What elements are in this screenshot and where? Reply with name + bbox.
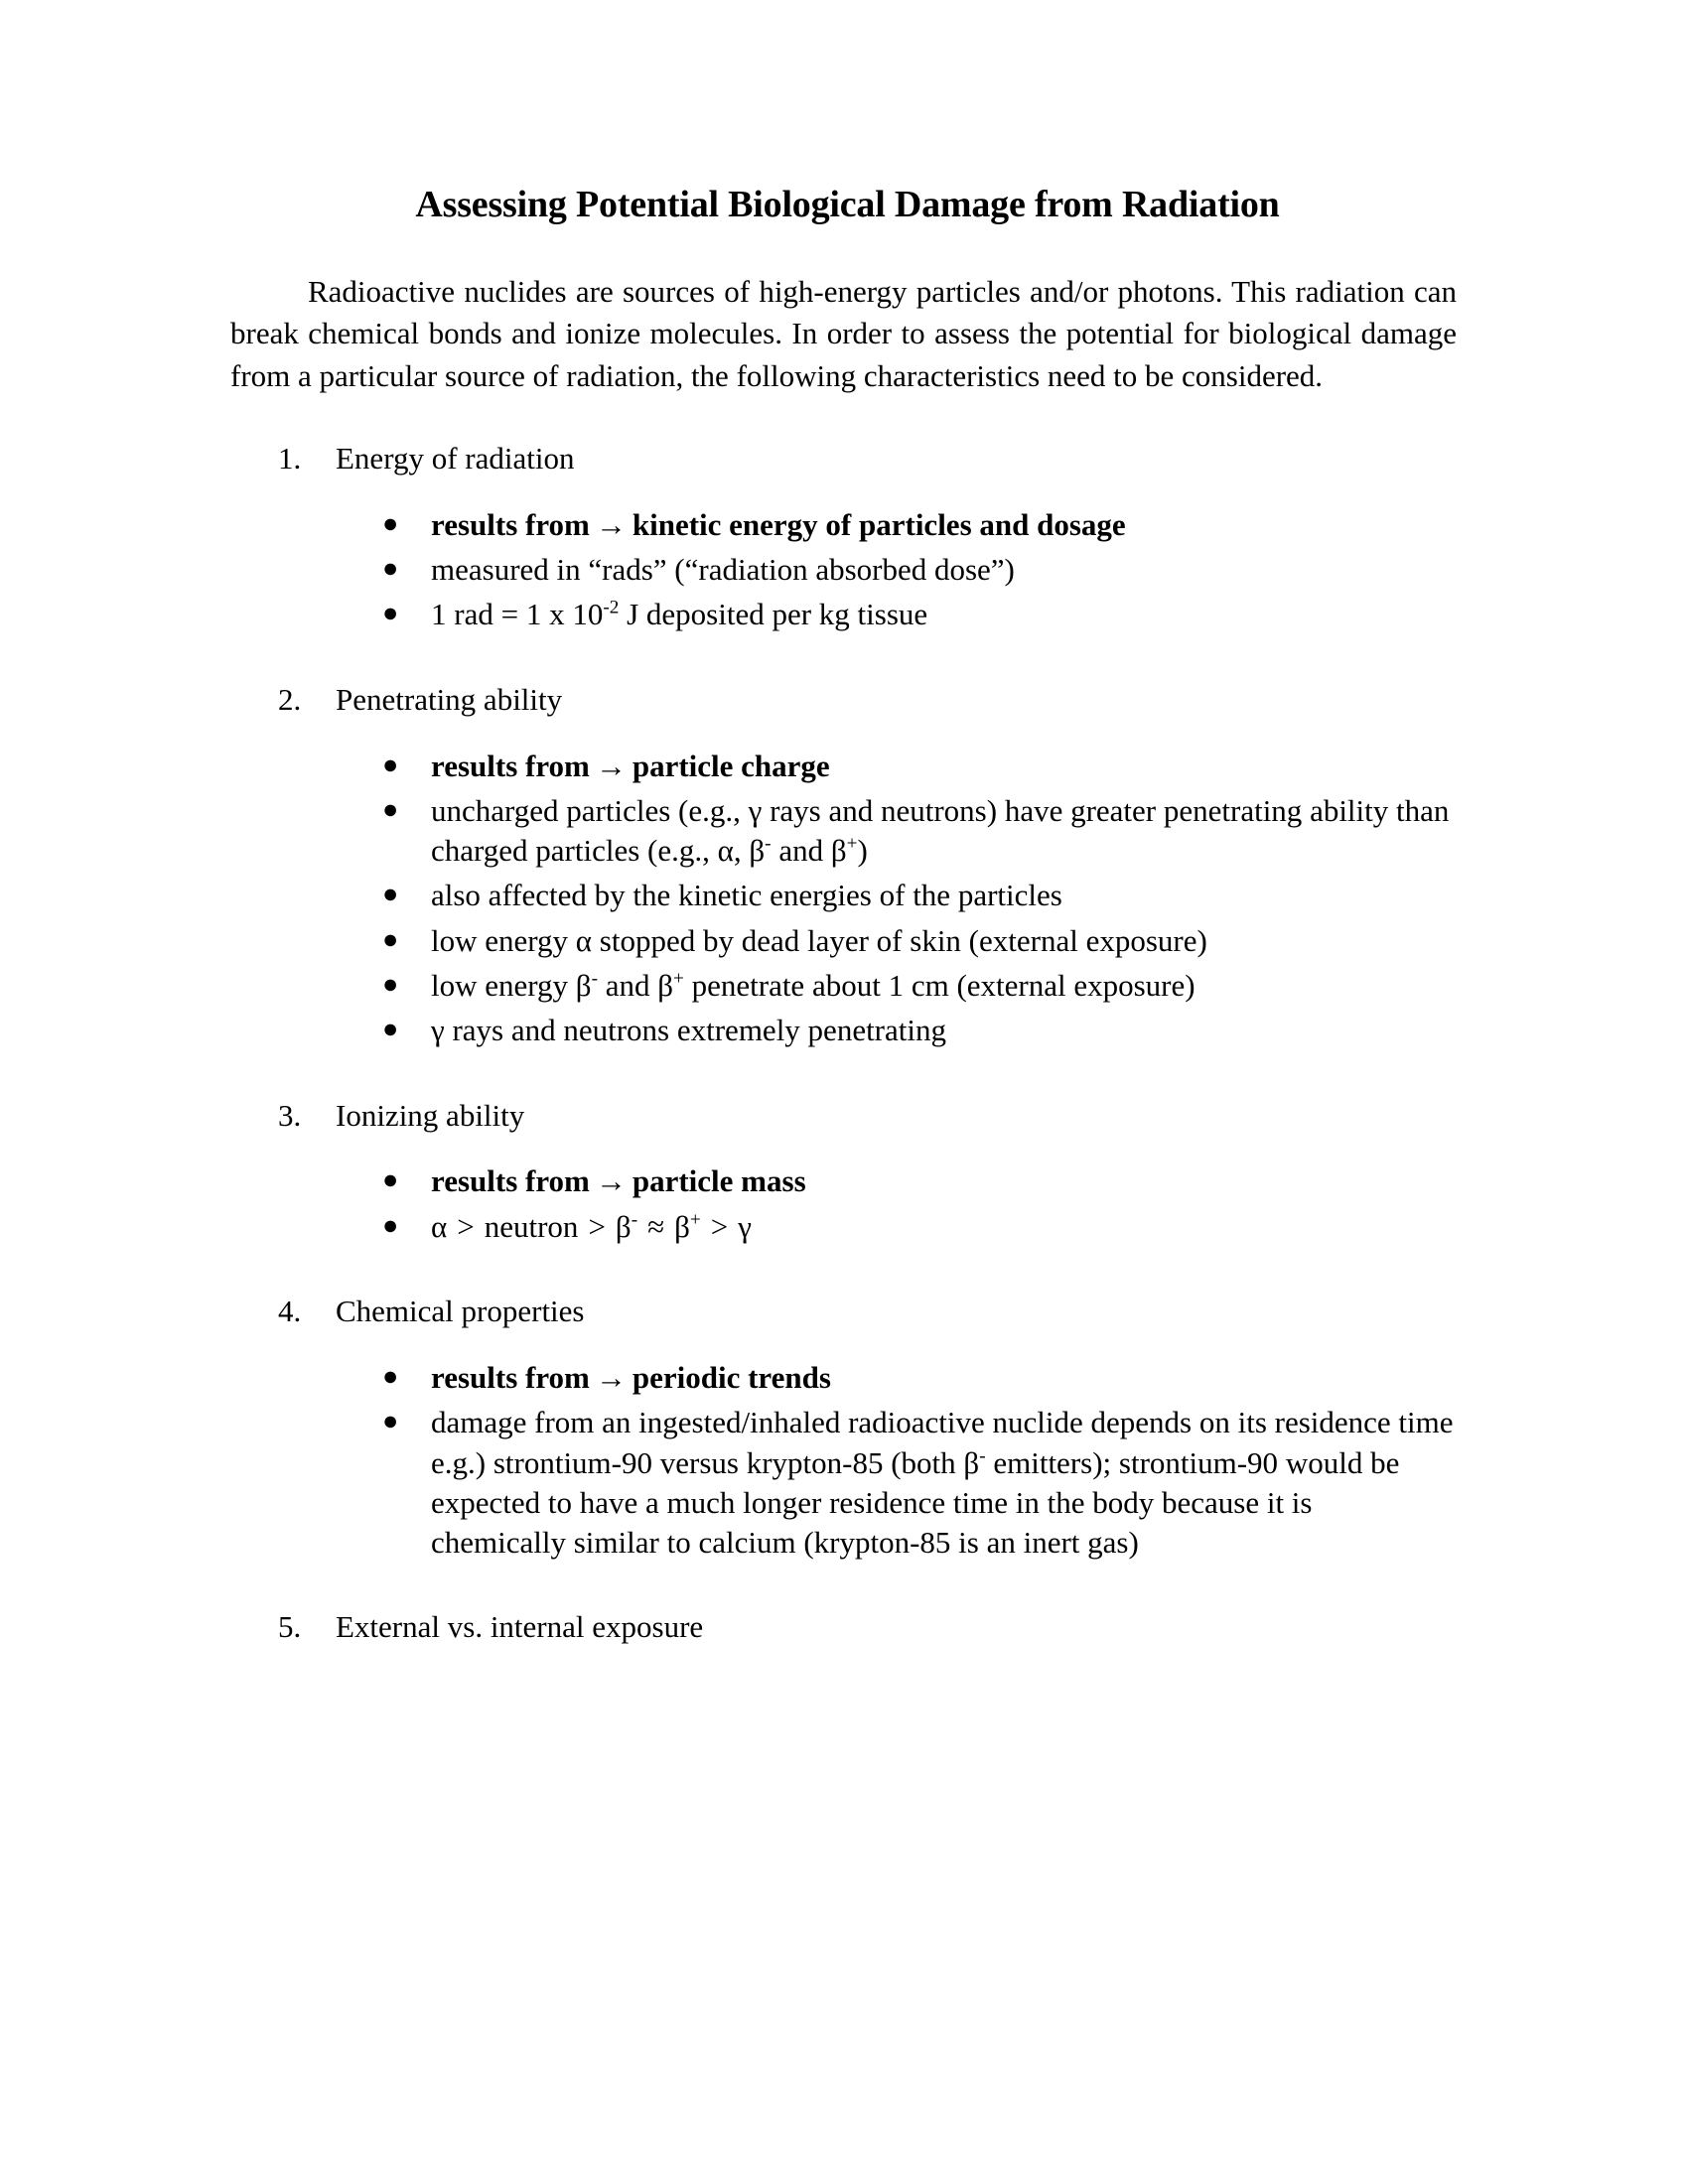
section-bullets xyxy=(336,505,1465,635)
characteristics-list xyxy=(230,438,1465,1648)
math-operator-greater-3: > xyxy=(710,1208,729,1244)
bullet-residence-time-example xyxy=(336,1403,1465,1563)
section-number: 4. xyxy=(278,1294,302,1329)
bullet-text: measured in “rads” (“radiation absorbed dose”) xyxy=(431,552,1015,588)
section-number: 3. xyxy=(278,1097,302,1133)
superscript-minus: - xyxy=(591,968,598,990)
section-item-ionizing-ability xyxy=(230,1095,1465,1247)
intro-paragraph: Radioactive nuclides are sources of high-energy particles and/or photons. This radiation can break chemical bonds and ionize molecules. In order to assess the potential for biological damage from a particular source of radiation, the following characteristics need to be considered. xyxy=(230,273,1457,394)
section-bullets xyxy=(336,1358,1465,1563)
arrow-icon: → xyxy=(595,1163,627,1199)
superscript-plus: + xyxy=(673,968,684,990)
bullet-line-1: uncharged particles (e.g., γ rays and neutrons) have greater penetrating xyxy=(431,792,1303,828)
bullet-suffix: kinetic energy of particles and dosage xyxy=(632,506,1126,542)
bullet-prefix: results from xyxy=(431,1163,590,1199)
section-number: 2. xyxy=(278,681,302,717)
math-term-neutron: neutron xyxy=(484,1208,579,1244)
bullet-rad-definition xyxy=(336,595,1465,634)
bullet-prefix: results from xyxy=(431,748,590,783)
superscript-minus: - xyxy=(765,833,772,855)
bullet-dot-icon: ● xyxy=(382,1360,399,1391)
page-title: Assessing Potential Biological Damage from Radiation xyxy=(415,184,1280,225)
bullet-measured-in-rads xyxy=(336,550,1465,590)
bullet-line-2: residence time xyxy=(1274,1405,1454,1440)
example-line-4: would be expected to have a much longer residence time in the body xyxy=(431,1444,1400,1520)
bullet-text: also affected by the kinetic energies of the particles xyxy=(431,878,1062,913)
bullet-dot-icon: ● xyxy=(382,1406,399,1436)
section-item-external-vs-internal-exposure xyxy=(230,1606,1465,1648)
bullet-ionizing-ability-order xyxy=(336,1207,1465,1247)
section-bullets xyxy=(336,1161,1465,1247)
section-heading: Chemical properties xyxy=(336,1294,585,1329)
section-heading: External vs. internal exposure xyxy=(336,1609,704,1645)
bullet-text-after-superscript: J deposited per kg tissue xyxy=(619,597,928,632)
bullet-low-energy-beta xyxy=(336,966,1465,1006)
section-item-energy-of-radiation xyxy=(230,438,1465,635)
example-line-after-superscript: emitters); strontium-90 xyxy=(985,1444,1279,1480)
math-term-beta-plus: β xyxy=(674,1208,690,1244)
example-line-5: because it is chemically similar to calcium (krypton-85 is an inert gas) xyxy=(431,1484,1313,1561)
bullet-text-before-superscript: 1 rad = 1 x 10 xyxy=(431,597,604,632)
bullet-line-1: damage from an ingested/inhaled radioactive nuclide depends on its xyxy=(431,1405,1267,1440)
superscript-exponent: -2 xyxy=(603,598,620,619)
bullet-line-2-middle: and β xyxy=(771,833,847,869)
section-heading: Energy of radiation xyxy=(336,440,575,476)
bullet-text-after-superscript: penetrate about 1 cm (external exposure) xyxy=(683,968,1196,1004)
section-item-penetrating-ability xyxy=(230,679,1465,1051)
bullet-text: γ rays and neutrons extremely penetrating xyxy=(431,1013,946,1048)
bullet-also-affected xyxy=(336,876,1465,915)
section-heading: Penetrating ability xyxy=(336,681,563,717)
bullet-prefix: results from xyxy=(431,506,590,542)
bullet-dot-icon: ● xyxy=(382,749,399,779)
section-item-chemical-properties xyxy=(230,1291,1465,1563)
bullet-dot-icon: ● xyxy=(382,1014,399,1044)
bullet-suffix: periodic trends xyxy=(632,1359,831,1395)
bullet-text-middle: and β xyxy=(597,968,674,1004)
bullet-low-energy-alpha xyxy=(336,921,1465,961)
bullet-dot-icon: ● xyxy=(382,923,399,954)
superscript-plus: + xyxy=(846,833,858,855)
superscript-minus: - xyxy=(631,1209,638,1231)
bullet-results-from xyxy=(336,747,1465,786)
bullet-results-from xyxy=(336,505,1465,545)
example-paragraph xyxy=(431,1443,1455,1564)
math-term-gamma: γ xyxy=(738,1208,752,1244)
bullet-dot-icon: ● xyxy=(382,793,399,824)
bullet-dot-icon: ● xyxy=(382,1164,399,1195)
arrow-icon: → xyxy=(595,748,627,783)
bullet-text-before-superscript: low energy β xyxy=(431,968,592,1004)
bullet-dot-icon: ● xyxy=(382,507,399,538)
section-number: 1. xyxy=(278,440,302,476)
section-bullets xyxy=(336,747,1465,1051)
bullet-dot-icon: ● xyxy=(382,598,399,628)
bullet-results-from xyxy=(336,1161,1465,1201)
math-operator-approx: ≈ xyxy=(647,1208,665,1244)
math-term-beta-minus: β xyxy=(615,1208,632,1244)
bullet-suffix: particle charge xyxy=(632,748,830,783)
arrow-icon: → xyxy=(595,1359,627,1395)
math-operator-greater-1: > xyxy=(457,1208,475,1244)
bullet-line-2-end: ) xyxy=(857,833,868,869)
superscript-plus: + xyxy=(689,1209,701,1231)
bullet-line-2-before-superscript: ability than charged particles (e.g., α, β xyxy=(431,792,1450,869)
bullet-text: low energy α stopped by dead layer of skin (external exposure) xyxy=(431,922,1207,958)
section-number: 5. xyxy=(278,1609,302,1645)
bullet-dot-icon: ● xyxy=(382,879,399,909)
bullet-results-from xyxy=(336,1358,1465,1398)
bullet-gamma-rays-penetrating xyxy=(336,1011,1465,1050)
bullet-dot-icon: ● xyxy=(382,1209,399,1240)
section-heading: Ionizing ability xyxy=(336,1097,525,1133)
math-term-alpha: α xyxy=(431,1208,448,1244)
bullet-dot-icon: ● xyxy=(382,553,399,584)
bullet-prefix: results from xyxy=(431,1359,590,1395)
math-operator-greater-2: > xyxy=(588,1208,606,1244)
bullet-suffix: particle mass xyxy=(632,1163,806,1199)
example-line-before-superscript: e.g.) strontium-90 versus krypton-85 (both β xyxy=(431,1444,980,1480)
arrow-icon: → xyxy=(595,506,627,542)
bullet-dot-icon: ● xyxy=(382,969,399,1000)
bullet-uncharged-particles xyxy=(336,791,1465,872)
superscript-minus: - xyxy=(979,1445,986,1467)
